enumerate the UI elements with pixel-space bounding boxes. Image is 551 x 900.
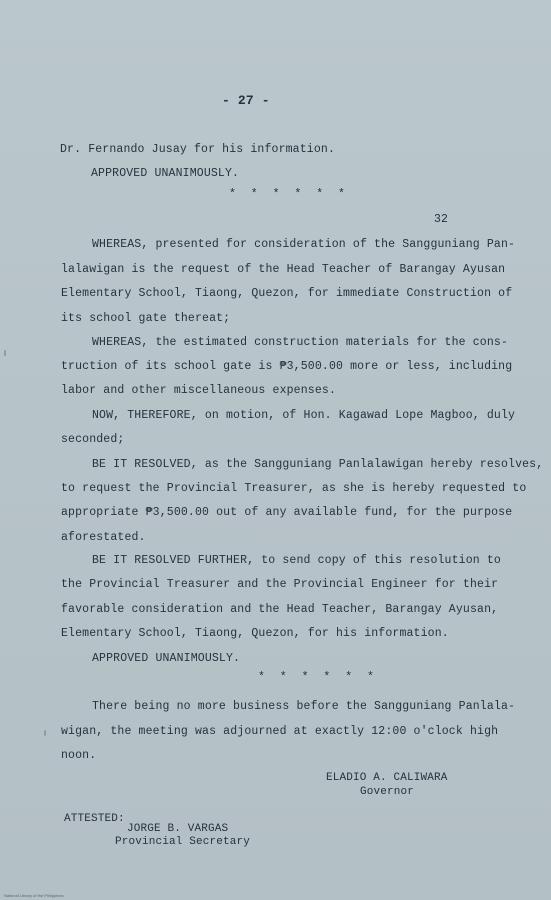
paragraph-line: BE IT RESOLVED, as the Sangguniang Panlalawigan hereby resolves, <box>92 458 544 471</box>
closing-line: noon. <box>61 749 97 762</box>
separator-top: * * * * * * <box>229 188 349 201</box>
governor-title: Governor <box>360 786 415 798</box>
intro-approved: APPROVED UNANIMOUSLY. <box>91 167 240 180</box>
paragraph-line: WHEREAS, presented for consideration of the Sangguniang Pan- <box>92 238 516 251</box>
paragraph-line: NOW, THEREFORE, on motion, of Hon. Kagawad Lope Magboo, duly <box>92 409 516 422</box>
paragraph-line: lalawigan is the request of the Head Teacher of Barangay Ayusan <box>61 263 506 276</box>
paragraph-line: truction of its school gate is ₱3,500.00 more or less, including <box>61 360 513 373</box>
paragraph-line: aforestated. <box>61 531 146 544</box>
secretary-title: Provincial Secretary <box>115 836 251 848</box>
archive-footer: National Library of the Philippines <box>4 893 64 898</box>
attested-label: ATTESTED: <box>64 813 125 825</box>
resolution-number: 32 <box>434 213 449 226</box>
closing-line: There being no more business before the Sangguniang Panlala- <box>92 700 516 713</box>
governor-name: ELADIO A. CALIWARA <box>326 772 448 784</box>
paragraph-line: labor and other miscellaneous expenses. <box>61 384 336 397</box>
binding-mark <box>4 350 6 356</box>
paragraph-line: APPROVED UNANIMOUSLY. <box>92 652 241 665</box>
paragraph-line: BE IT RESOLVED FURTHER, to send copy of this resolution to <box>92 554 501 567</box>
paragraph-line: Elementary School, Tiaong, Quezon, for his information. <box>61 627 449 640</box>
paragraph-line: WHEREAS, the estimated construction materials for the cons- <box>92 336 509 349</box>
paragraph-line: Elementary School, Tiaong, Quezon, for immediate Construction of <box>61 287 513 300</box>
paragraph-line: its school gate thereat; <box>61 312 231 325</box>
paragraph-line: favorable consideration and the Head Teacher, Barangay Ayusan, <box>61 603 499 616</box>
paragraph-line: to request the Provincial Treasurer, as she is hereby requested to <box>61 482 527 495</box>
intro-line: Dr. Fernando Jusay for his information. <box>60 143 335 156</box>
separator-bottom: * * * * * * <box>258 671 378 684</box>
closing-line: wigan, the meeting was adjourned at exactly 12:00 o'clock high <box>61 725 499 738</box>
paragraph-line: seconded; <box>61 433 125 446</box>
secretary-name: JORGE B. VARGAS <box>127 823 229 835</box>
page-number: - 27 - <box>222 93 270 108</box>
binding-mark <box>44 730 46 736</box>
paragraph-line: the Provincial Treasurer and the Provincial Engineer for their <box>61 578 499 591</box>
paragraph-line: appropriate ₱3,500.00 out of any available fund, for the purpose <box>61 506 513 519</box>
